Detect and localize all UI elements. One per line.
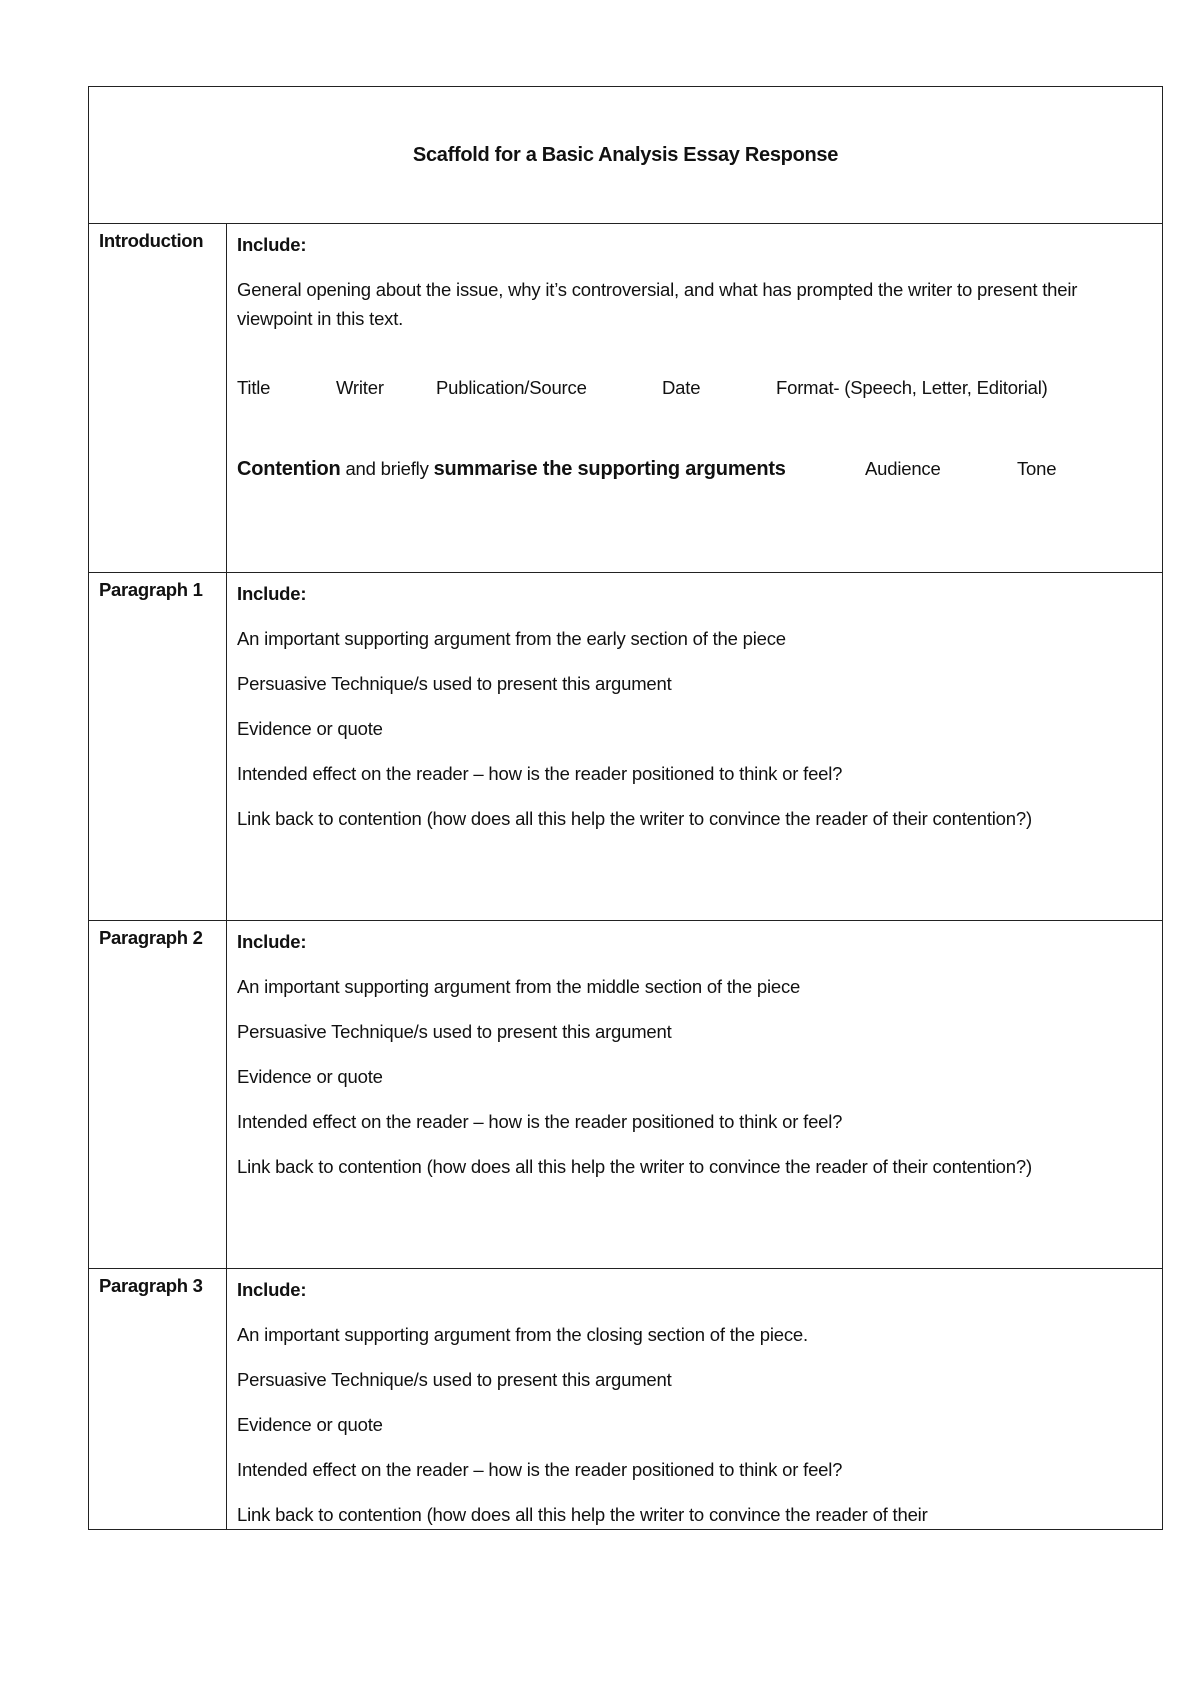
paragraph3-item: Link back to contention (how does all this help the writer to convince the reader of their xyxy=(237,1504,928,1525)
paragraph3-item: Evidence or quote xyxy=(237,1414,383,1435)
paragraph3-label-cell xyxy=(89,1269,227,1530)
title-cell xyxy=(89,87,1163,224)
paragraph1-row xyxy=(89,573,1163,921)
paragraph3-item: Intended effect on the reader – how is the reader positioned to think or feel? xyxy=(237,1459,843,1480)
field-publication: Publication/Source xyxy=(436,377,587,398)
paragraph2-item: Intended effect on the reader – how is the reader positioned to think or feel? xyxy=(237,1111,843,1132)
contention-bold: Contention xyxy=(237,458,341,480)
field-audience: Audience xyxy=(865,458,941,479)
introduction-content-cell xyxy=(227,224,1163,573)
include-heading: Include: xyxy=(237,1279,307,1300)
paragraph2-content-cell xyxy=(227,921,1163,1269)
paragraph1-item: Evidence or quote xyxy=(237,718,383,739)
paragraph1-content-cell xyxy=(227,573,1163,921)
paragraph2-row xyxy=(89,921,1163,1269)
paragraph2-item: An important supporting argument from the middle section of the piece xyxy=(237,976,801,997)
field-date: Date xyxy=(662,377,701,398)
paragraph3-row xyxy=(89,1269,1163,1530)
paragraph3-item: Persuasive Technique/s used to present this argument xyxy=(237,1369,672,1390)
paragraph1-item: Intended effect on the reader – how is the reader positioned to think or feel? xyxy=(237,763,843,784)
introduction-label: Introduction xyxy=(99,230,204,251)
introduction-label-cell xyxy=(89,224,227,573)
paragraph3-item: An important supporting argument from the closing section of the piece. xyxy=(237,1324,808,1345)
contention-mid: and briefly xyxy=(340,458,434,479)
paragraph2-item: Evidence or quote xyxy=(237,1066,383,1087)
paragraph1-item: Persuasive Technique/s used to present this argument xyxy=(237,673,672,694)
title-row xyxy=(89,87,1163,224)
scaffold-table xyxy=(88,86,1163,1530)
field-title: Title xyxy=(237,377,271,398)
introduction-opening: General opening about the issue, why it’s controversial, and what has prompted the writer to present their viewpoint in this text. xyxy=(237,279,1078,329)
paragraph2-item: Link back to contention (how does all this help the writer to convince the reader of their contention?) xyxy=(237,1156,1032,1177)
field-tone: Tone xyxy=(1017,458,1057,479)
paragraph2-item: Persuasive Technique/s used to present this argument xyxy=(237,1021,672,1042)
include-heading: Include: xyxy=(237,234,307,255)
paragraph1-item: An important supporting argument from the early section of the piece xyxy=(237,628,786,649)
introduction-row xyxy=(89,224,1163,573)
paragraph3-content-cell xyxy=(227,1269,1163,1530)
contention-text xyxy=(237,454,786,484)
paragraph1-label: Paragraph 1 xyxy=(99,579,203,600)
paragraph1-item: Link back to contention (how does all this help the writer to convince the reader of their contention?) xyxy=(237,808,1032,829)
paragraph2-label-cell xyxy=(89,921,227,1269)
introduction-fields xyxy=(237,373,1152,402)
document-title: Scaffold for a Basic Analysis Essay Response xyxy=(412,143,839,166)
include-heading: Include: xyxy=(237,583,307,604)
paragraph1-label-cell xyxy=(89,573,227,921)
contention-bold-2: summarise the supporting arguments xyxy=(433,458,786,480)
paragraph3-label: Paragraph 3 xyxy=(99,1275,203,1296)
include-heading: Include: xyxy=(237,931,307,952)
field-format: Format- (Speech, Letter, Editorial) xyxy=(776,377,1048,398)
paragraph2-label: Paragraph 2 xyxy=(99,927,203,948)
contention-line xyxy=(237,454,1152,484)
field-writer: Writer xyxy=(336,377,384,398)
